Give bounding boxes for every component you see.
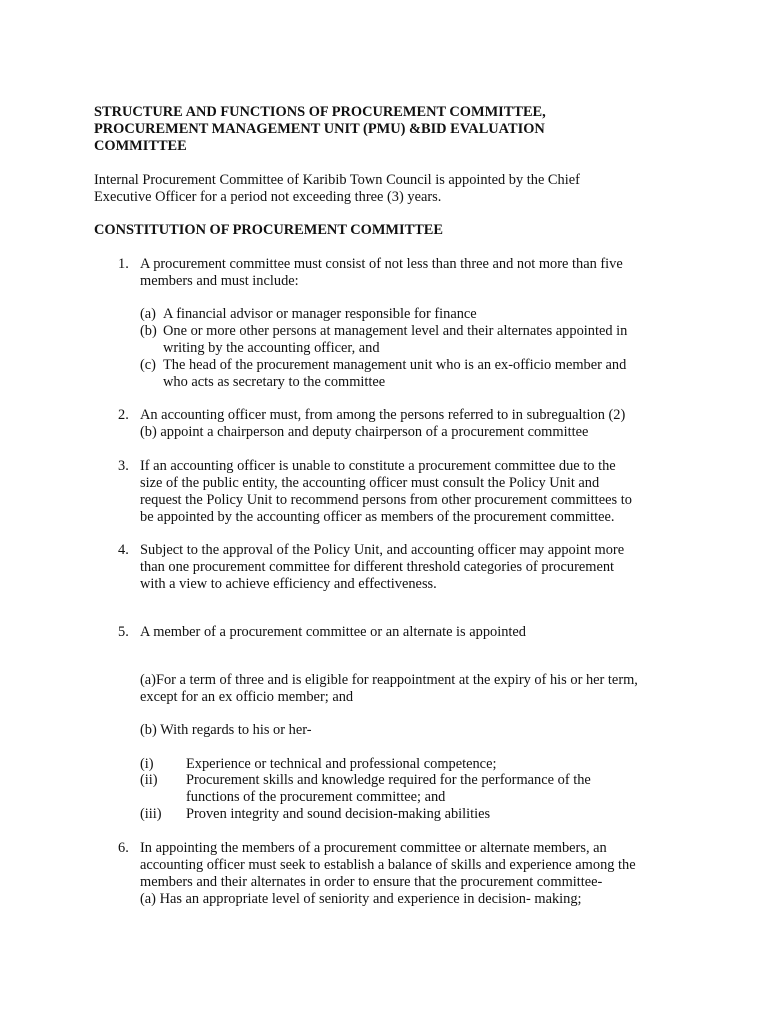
item-line: than one procurement committee for different threshold categories of procurement — [140, 559, 615, 575]
sub-label: (a) — [140, 306, 156, 322]
item-line: members and must include: — [140, 273, 299, 289]
paragraph-line: except for an ex officio member; and — [140, 689, 354, 705]
item-text — [140, 840, 636, 908]
roman-line: Procurement skills and knowledge required for the performance of the — [186, 772, 591, 788]
sub-text — [163, 323, 627, 357]
title-line: COMMITTEE — [94, 138, 187, 154]
item-line: An accounting officer must, from among the persons referred to in subregualtion (2) — [140, 407, 626, 423]
item-line: A member of a procurement committee or an alternate is appointed — [140, 624, 527, 640]
item-line: with a view to achieve efficiency and effectiveness. — [140, 576, 437, 592]
item-number: 6. — [118, 840, 129, 856]
item-line: If an accounting officer is unable to constitute a procurement committee due to the — [140, 458, 616, 474]
roman-text — [186, 806, 490, 823]
intro-paragraph — [94, 172, 580, 206]
item-line: be appointed by the accounting officer as members of the procurement committee. — [140, 509, 615, 525]
roman-line: Proven integrity and sound decision-making abilities — [186, 806, 491, 822]
item-number: 1. — [118, 256, 129, 272]
title-line: PROCUREMENT MANAGEMENT UNIT (PMU) &BID EVALUATION — [94, 121, 545, 137]
sub-line: One or more other persons at management level and their alternates appointed in — [163, 323, 628, 339]
item-line: size of the public entity, the accounting officer must consult the Policy Unit and — [140, 475, 600, 491]
intro-line: Executive Officer for a period not exceeding three (3) years. — [94, 189, 442, 205]
item-text — [140, 256, 623, 290]
item-line: A procurement committee must consist of not less than three and not more than five — [140, 256, 623, 272]
section-heading: CONSTITUTION OF PROCUREMENT COMMITTEE — [94, 222, 444, 238]
paragraph-line: (a)For a term of three and is eligible for reappointment at the expiry of his or her term, — [140, 672, 638, 688]
item-line: In appointing the members of a procurement committee or alternate members, an — [140, 840, 607, 856]
item-text — [140, 407, 625, 441]
roman-text — [186, 756, 496, 773]
roman-text — [186, 772, 591, 806]
item-5-paragraph-b: (b) With regards to his or her- — [140, 722, 312, 738]
item-number: 4. — [118, 542, 129, 558]
roman-label: (iii) — [140, 806, 162, 822]
sub-text — [163, 357, 626, 391]
intro-line: Internal Procurement Committee of Karibib Town Council is appointed by the Chief — [94, 172, 580, 188]
sub-text — [163, 306, 477, 323]
item-number: 3. — [118, 458, 129, 474]
sub-label: (b) — [140, 323, 157, 339]
document-title — [94, 104, 546, 155]
item-line: (b) appoint a chairperson and deputy chairperson of a procurement committee — [140, 424, 589, 440]
sub-line: The head of the procurement management unit who is an ex-officio member and — [163, 357, 627, 373]
item-line: Subject to the approval of the Policy Unit, and accounting officer may appoint more — [140, 542, 625, 558]
item-number: 5. — [118, 624, 129, 640]
item-text — [140, 542, 624, 593]
roman-label: (ii) — [140, 772, 158, 788]
item-text — [140, 458, 632, 526]
sub-line: who acts as secretary to the committee — [163, 374, 386, 390]
roman-label: (i) — [140, 756, 154, 772]
item-line: (a) Has an appropriate level of seniority and experience in decision- making; — [140, 891, 582, 907]
sub-label: (c) — [140, 357, 156, 373]
title-line: STRUCTURE AND FUNCTIONS OF PROCUREMENT COMMITTEE, — [94, 104, 546, 120]
roman-line: functions of the procurement committee; and — [186, 789, 446, 805]
roman-line: Experience or technical and professional competence; — [186, 756, 497, 772]
item-number: 2. — [118, 407, 129, 423]
item-line: members and their alternates in order to ensure that the procurement committee- — [140, 874, 603, 890]
item-text — [140, 624, 526, 641]
item-line: request the Policy Unit to recommend persons from other procurement committees to — [140, 492, 632, 508]
sub-line: A financial advisor or manager responsible for finance — [163, 306, 477, 322]
item-5-paragraph-a — [140, 672, 638, 706]
item-line: accounting officer must seek to establish a balance of skills and experience among the — [140, 857, 636, 873]
sub-line: writing by the accounting officer, and — [163, 340, 380, 356]
